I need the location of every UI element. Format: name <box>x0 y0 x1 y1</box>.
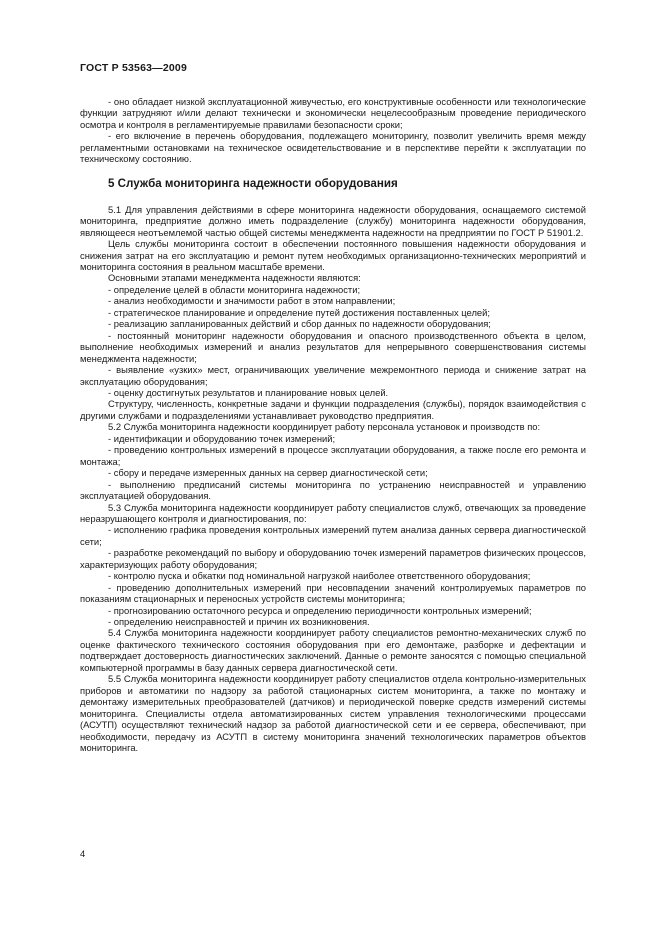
page-number: 4 <box>80 848 86 859</box>
list-item: - реализацию запланированных действий и сбор данных по надежности оборудования; <box>108 318 491 330</box>
list-item: - выявление «узких» мест, ограничивающих увеличение межремонтного периода и снижение затрат на эксплуатацию оборудования; <box>80 364 586 387</box>
section-paragraph: 5.1 Для управления действиями в сфере мониторинга надежности оборудования, оснащаемого системой мониторинга, предприятие должно иметь подразделение (службу) мониторинга надежности оборудования, являющееся неотъемлемой частью общей системы менеджмента надежности на предприятии по ГОСТ Р 51901.2. <box>80 203 586 238</box>
section-paragraph: Структуру, численность, конкретные задачи и функции подразделения (службы), порядок взаимодействия с другими службами и подразделениями устанавливает руководство предприятия. <box>80 398 586 421</box>
section-paragraph: 5.4 Служба мониторинга надежности координирует работу специалистов ремонтно-механических служб по оценке фактического технического состояния оборудования при его демонтаже, разборке и дефектации и подтверждает достоверность диагностических заключений. Данные о ремонте заносятся с помощью специальной компьютерной программы в базу данных сервера диагностической сети. <box>80 627 586 673</box>
list-item: - контролю пуска и обкатки под номинальной нагрузкой наиболее ответственного оборудования; <box>108 570 531 582</box>
list-item: - выполнению предписаний системы мониторинга по устранению неисправностей и управлению эксплуатацией оборудования. <box>80 478 586 502</box>
list-item: - разработке рекомендаций по выбору и оборудованию точек измерений параметров физических процессов, характеризующих работу оборудования; <box>80 547 586 570</box>
section-paragraph: Основными этапами менеджмента надежности являются: <box>108 272 361 284</box>
list-item: - определению неисправностей и причин их возникновения. <box>108 616 370 628</box>
list-item: - исполнению графика проведения контрольных измерений путем анализа данных сервера диагностической сети; <box>80 524 586 547</box>
list-item: - проведению контрольных измерений в процессе эксплуатации оборудования, а также после его ремонта и монтажа; <box>80 444 586 467</box>
list-item: - стратегическое планирование и определение путей достижения поставленных целей; <box>108 306 490 318</box>
section-title: 5 Служба мониторинга надежности оборудования <box>108 176 398 190</box>
list-item: - идентификации и оборудованию точек измерений; <box>108 432 336 444</box>
list-item: - постоянный мониторинг надежности оборудования и опасного производственного объекта в целом, выполнение необходимых измерений и анализ результатов для непрерывного совершенствования системы менеджмента надежности; <box>80 329 586 364</box>
list-item: - оценку достигнутых результатов и планирование новых целей. <box>108 386 389 398</box>
section-paragraph: Цель службы мониторинга состоит в обеспечении постоянного повышения надежности оборудования и снижения затрат на его эксплуатацию и ремонт путем необходимых организационно-технических мероприятий и мониторинга состояния в реальном масштабе времени. <box>80 238 586 272</box>
intro-paragraph: - его включение в перечень оборудования, подлежащего мониторингу, позволит увеличить время между регламентными остановками на техническое освидетельствование и в перспективе перейти к эксплуатации по техническому состоянию. <box>80 130 586 165</box>
standard-header: ГОСТ Р 53563—2009 <box>80 62 188 74</box>
list-item: - прогнозированию остаточного ресурса и определению периодичности контрольных измерений; <box>108 604 532 616</box>
section-paragraph: 5.2 Служба мониторинга надежности координирует работу персонала установок и производств по: <box>108 421 541 433</box>
document-body <box>80 96 586 753</box>
intro-paragraph: - оно обладает низкой эксплуатационной живучестью, его конструктивные особенности или технологические функции затрудняют и/или делают технически и экономически нецелесообразным проведение периодического осмотра и контроля в регламентируемые правилами безопасности сроки; <box>80 96 586 130</box>
section-paragraph: 5.5 Служба мониторинга надежности координирует работу специалистов отдела контрольно-измерительных приборов и автоматики по надзору за работой стационарных систем мониторинга, а также по монтажу и демонтажу измерительных преобразователей (датчиков) и периодической поверке средств измерений системы мониторинга. Специалисты отдела автоматизированных систем управления технологическими процессами (АСУТП) осуществляют технический надзор за работой диагностической сети и ее сервера, обеспечивают, при необходимости, передачу из АСУТП в систему мониторинга значений технологических параметров объектов мониторинга. <box>80 673 586 754</box>
list-item: - анализ необходимости и значимости работ в этом направлении; <box>108 295 396 307</box>
list-item: - сбору и передаче измеренных данных на сервер диагностической сети; <box>108 467 428 479</box>
list-item: - проведению дополнительных измерений при несовпадении значений контролируемых параметров по показаниям стационарных и переносных устройств системы мониторинга; <box>80 581 586 605</box>
section-paragraph: 5.3 Служба мониторинга надежности координирует работу специалистов служб, отвечающих за проведение неразрушающего контроля и диагностирования, по: <box>80 501 586 524</box>
list-item: - определение целей в области мониторинга надежности; <box>108 283 361 295</box>
